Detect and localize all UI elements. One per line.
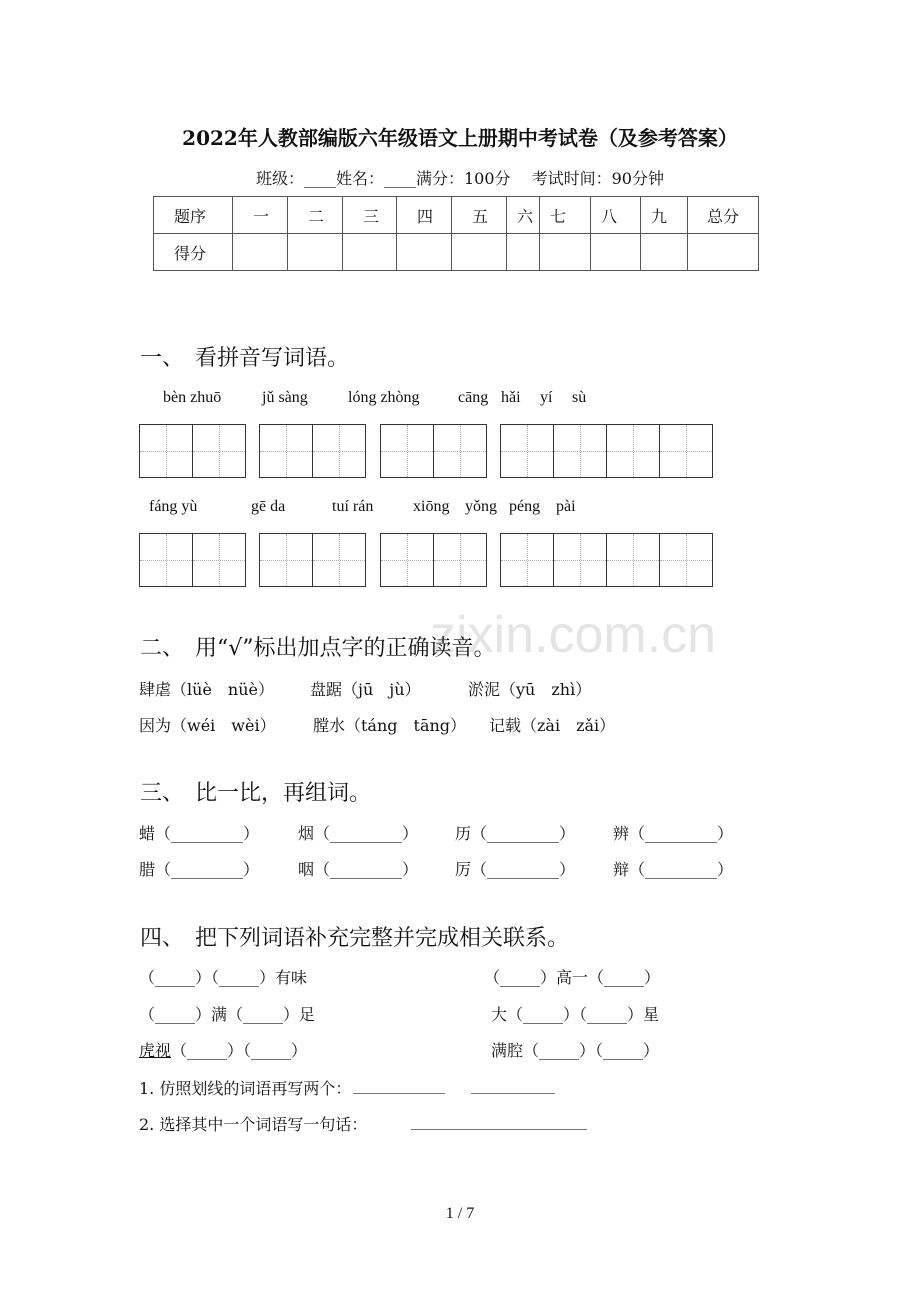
idiom-blank[interactable]: 大（_____）（_____）星 xyxy=(491,1005,660,1024)
pinyin: xiōng xyxy=(413,498,450,515)
pronunciation-item[interactable]: 因为（wéi wèi） xyxy=(139,716,276,735)
pinyin: fáng yù xyxy=(149,498,198,515)
table-header-cell: 三 xyxy=(343,197,397,234)
pinyin: pài xyxy=(556,498,576,515)
word-blank[interactable]: 咽（_________） xyxy=(298,860,419,879)
exam-info: 班级：____姓名：____满分：100分 考试时间：90分钟 xyxy=(256,169,664,188)
pronunciation-item[interactable]: 记载（zài zǎi） xyxy=(489,716,616,735)
writing-grid[interactable] xyxy=(139,533,246,587)
pinyin: lóng zhòng xyxy=(348,389,420,406)
pinyin: sù xyxy=(572,389,587,406)
pronunciation-item[interactable]: 淤泥（yū zhì） xyxy=(468,680,592,699)
idiom-blank[interactable]: 虎视（_____）（_____） xyxy=(139,1041,308,1060)
score-cell[interactable] xyxy=(591,234,641,271)
writing-grid[interactable] xyxy=(500,533,713,587)
word-blank[interactable]: 辩（_________） xyxy=(613,860,734,879)
watermark: zixin.com.cn xyxy=(430,606,717,664)
score-cell[interactable] xyxy=(688,234,759,271)
pinyin: jǔ sàng xyxy=(262,389,308,406)
score-cell[interactable] xyxy=(507,234,540,271)
table-header-cell: 八 xyxy=(591,197,641,234)
table-header-cell: 五 xyxy=(452,197,507,234)
table-row-label: 得分 xyxy=(154,234,233,271)
score-cell[interactable] xyxy=(397,234,452,271)
score-cell[interactable] xyxy=(540,234,591,271)
word-blank[interactable]: 厉（_________） xyxy=(455,860,576,879)
writing-grid[interactable] xyxy=(139,424,246,478)
score-cell[interactable] xyxy=(288,234,343,271)
section-heading: 三、 比一比，再组词。 xyxy=(140,781,372,806)
table-header-cell: 题序 xyxy=(154,197,233,234)
table-header-cell: 二 xyxy=(288,197,343,234)
word-blank[interactable]: 辨（_________） xyxy=(613,824,734,843)
pinyin: hǎi xyxy=(501,389,521,406)
word-blank[interactable]: 历（_________） xyxy=(455,824,576,843)
word-blank[interactable]: 烟（_________） xyxy=(298,824,419,843)
pronunciation-item[interactable]: 肆虐（lüè nüè） xyxy=(139,680,274,699)
score-table xyxy=(153,196,759,271)
writing-grid[interactable] xyxy=(380,533,487,587)
section-heading: 一、 看拼音写词语。 xyxy=(140,346,350,371)
writing-grid[interactable] xyxy=(259,424,366,478)
question-1: 1. 仿照划线的词语再写两个： xyxy=(139,1076,555,1099)
underlined-word: 虎视 xyxy=(139,1041,172,1060)
word-blank[interactable]: 蜡（_________） xyxy=(139,824,260,843)
question-2: 2. 选择其中一个词语写一句话： xyxy=(139,1112,587,1135)
section-heading: 四、 把下列词语补充完整并完成相关联系。 xyxy=(140,926,570,951)
score-cell[interactable] xyxy=(343,234,397,271)
score-cell[interactable] xyxy=(233,234,288,271)
answer-line[interactable] xyxy=(471,1079,555,1094)
idiom-blank[interactable]: （_____）（_____）有味 xyxy=(139,968,308,987)
table-header-cell: 总分 xyxy=(688,197,759,234)
pinyin: bèn zhuō xyxy=(163,389,222,406)
page-title: 2022年人教部编版六年级语文上册期中考试卷（及参考答案） xyxy=(182,126,738,150)
writing-grid[interactable] xyxy=(380,424,487,478)
table-header-cell: 六 xyxy=(507,197,540,234)
word-blank[interactable]: 腊（_________） xyxy=(139,860,260,879)
pinyin: péng xyxy=(509,498,541,515)
page-number: 1 / 7 xyxy=(445,1205,475,1222)
table-header-cell: 七 xyxy=(540,197,591,234)
score-cell[interactable] xyxy=(641,234,688,271)
score-cell[interactable] xyxy=(452,234,507,271)
idiom-blank[interactable]: 满腔（_____）（_____） xyxy=(491,1041,660,1060)
pinyin: gē da xyxy=(251,498,286,515)
section-heading: 二、 用“√”标出加点字的正确读音。 xyxy=(140,636,496,661)
pinyin: yǒng xyxy=(465,498,497,515)
writing-grid[interactable] xyxy=(500,424,713,478)
table-header-cell: 一 xyxy=(233,197,288,234)
answer-line[interactable] xyxy=(353,1079,445,1094)
idiom-blank[interactable]: （_____）满（_____）足 xyxy=(139,1005,316,1024)
pinyin: cāng xyxy=(458,389,489,406)
writing-grid[interactable] xyxy=(259,533,366,587)
table-header-cell: 四 xyxy=(397,197,452,234)
idiom-blank[interactable]: （_____）高一（_____） xyxy=(484,968,661,987)
answer-line[interactable] xyxy=(411,1115,587,1130)
pinyin: tuí rán xyxy=(332,498,374,515)
pinyin: yí xyxy=(540,389,553,406)
table-row xyxy=(154,197,759,234)
pronunciation-item[interactable]: 膛水（táng tāng） xyxy=(313,716,467,735)
table-row xyxy=(154,234,759,271)
pronunciation-item[interactable]: 盘踞（jū jù） xyxy=(310,680,421,699)
table-header-cell: 九 xyxy=(641,197,688,234)
